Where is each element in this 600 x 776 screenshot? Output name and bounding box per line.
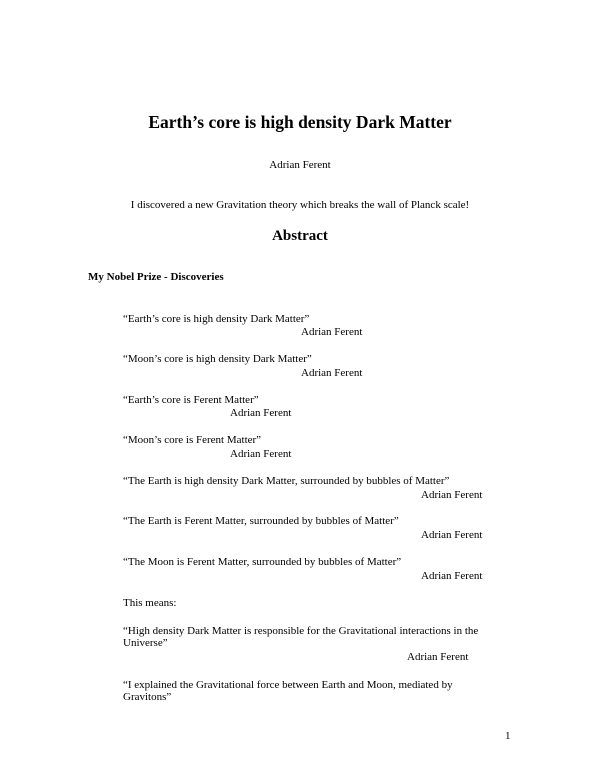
abstract-heading: Abstract <box>272 228 328 244</box>
quote-text: “The Moon is Ferent Matter, surrounded by bubbles of Matter” <box>123 556 402 568</box>
quote-attribution: Adrian Ferent <box>301 326 363 338</box>
quote-attribution: Adrian Ferent <box>301 367 363 379</box>
closing-quote-attribution: Adrian Ferent <box>407 651 469 663</box>
quote-text: “Moon’s core is Ferent Matter” <box>123 434 262 446</box>
intro-statement: I discovered a new Gravitation theory which breaks the wall of Planck scale! <box>130 199 470 211</box>
document-author: Adrian Ferent <box>269 159 331 171</box>
page-number: 1 <box>505 730 511 742</box>
quote-attribution: Adrian Ferent <box>421 529 483 541</box>
quote-text: “Moon’s core is high density Dark Matter” <box>123 353 312 365</box>
document-title: Earth’s core is high density Dark Matter <box>148 112 452 132</box>
quote-text: “Earth’s core is high density Dark Matter” <box>123 313 310 325</box>
quote-attribution: Adrian Ferent <box>230 407 292 419</box>
quote-text: “The Earth is Ferent Matter, surrounded by bubbles of Matter” <box>123 515 399 527</box>
this-means-text: This means: <box>123 597 177 609</box>
closing-quote-text: “High density Dark Matter is responsible for the Gravitational interactions in the Universe” <box>123 625 479 649</box>
quote-attribution: Adrian Ferent <box>230 448 292 460</box>
quote-attribution: Adrian Ferent <box>421 570 483 582</box>
quote-text: “The Earth is high density Dark Matter, surrounded by bubbles of Matter” <box>123 475 450 487</box>
quote-attribution: Adrian Ferent <box>421 489 483 501</box>
quote-text: “Earth’s core is Ferent Matter” <box>123 394 259 406</box>
section-heading: My Nobel Prize - Discoveries <box>88 271 224 283</box>
closing-quote-text: “I explained the Gravitational force between Earth and Moon, mediated by Gravitons” <box>123 679 453 703</box>
